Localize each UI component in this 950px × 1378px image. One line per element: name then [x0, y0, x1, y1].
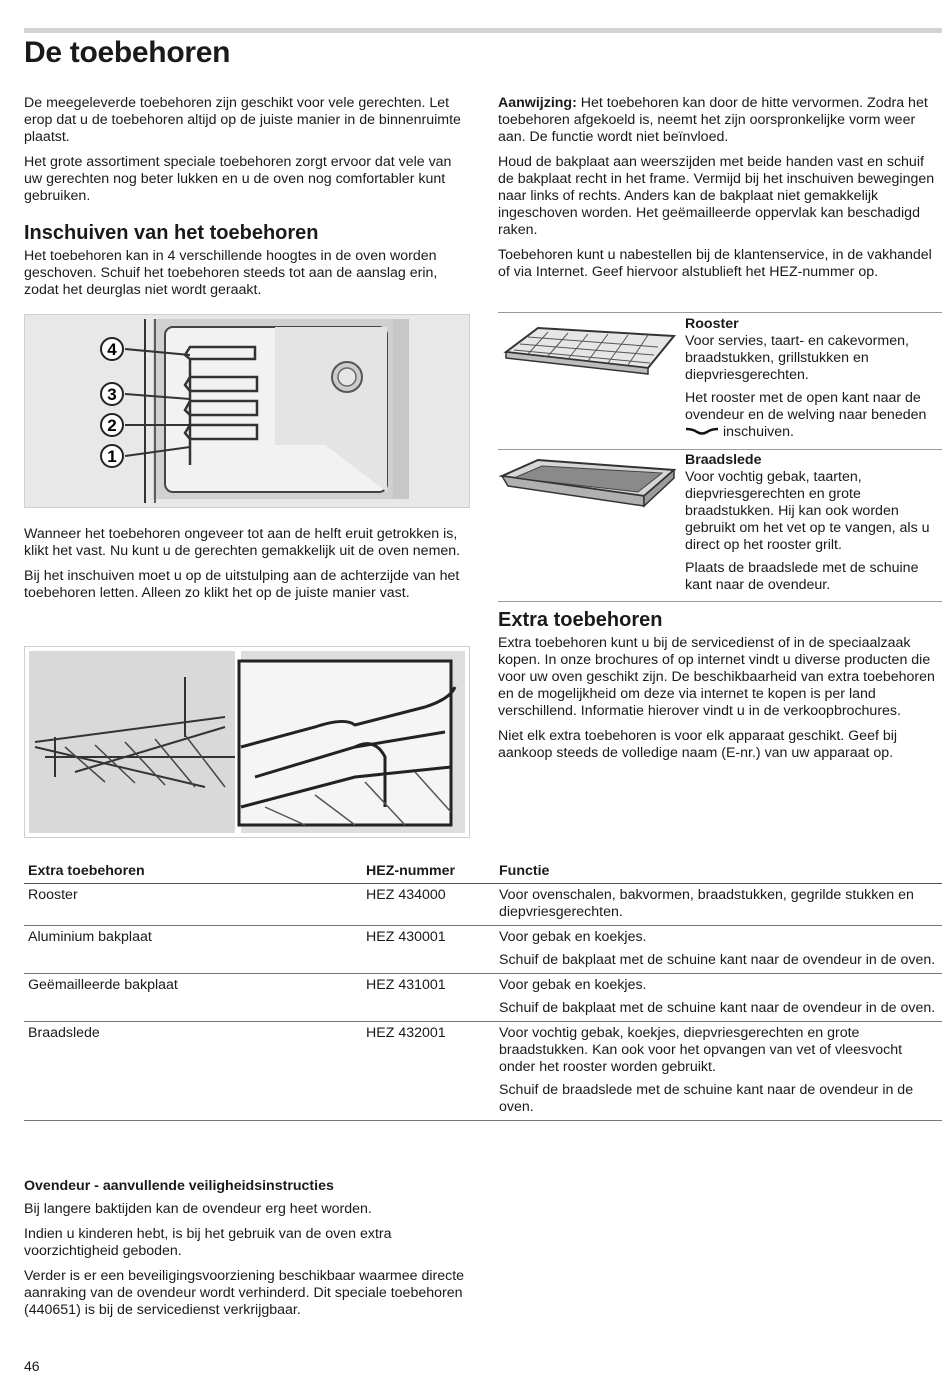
- divider: [498, 449, 942, 450]
- braadslede-description: [685, 452, 942, 600]
- rooster-title: Rooster: [685, 316, 739, 332]
- right-intro: [498, 95, 943, 289]
- intro-paragraph: De meegeleverde toebehoren zijn geschikt voor vele gerechten. Let erop dat u de toebehoren altijd op de juiste manier in de binnenruimte plaatst.: [24, 95, 461, 145]
- curve-down-icon: [685, 426, 719, 436]
- safety-paragraph: Bij langere baktijden kan de ovendeur erg heet worden.: [24, 1201, 372, 1217]
- left-intro: [24, 95, 469, 307]
- note-text: Het toebehoren kan door de hitte vervormen. Zodra het toebehoren afgekoeld is, neemt het zijn oorspronkelijke vorm weer aan. De functie wordt niet beïnvloed.: [498, 95, 928, 145]
- braadslede-illustration: [498, 456, 680, 516]
- safety-heading: Ovendeur - aanvullende veiligheidsinstructies: [24, 1178, 334, 1194]
- extra-heading: Extra toebehoren: [498, 609, 663, 631]
- extra-paragraph: Extra toebehoren kunt u bij de servicedienst of in de speciaalzaak kopen. In onze brochures of op internet vindt u diverse producten die voor uw oven geschikt zijn. De beschikbaarheid van extra toebehoren en de mogelijkheid om deze via internet te kopen is per land verschillend. Informatie hierover vindt u in de verkoopbrochures.: [498, 635, 935, 719]
- safety-paragraph: Indien u kinderen hebt, is bij het gebruik van de oven extra voorzichtigheid geboden.: [24, 1226, 392, 1259]
- function-cell: Voor gebak en koekjes. Schuif de bakplaat met de schuine kant naar de ovendeur in de oven.: [495, 974, 942, 1022]
- hez-number: HEZ 431001: [362, 974, 495, 1022]
- level-2-label: 2: [107, 416, 117, 435]
- braadslede-instruction: Plaats de braadslede met de schuine kant naar de ovendeur.: [685, 560, 919, 593]
- level-4-label: 4: [107, 340, 117, 359]
- rooster-instruction: Het rooster met de open kant naar de ovendeur en de welving naar beneden inschuiven.: [685, 390, 927, 440]
- page-number: 46: [24, 1358, 40, 1374]
- click-paragraph: Wanneer het toebehoren ongeveer tot aan de helft eruit getrokken is, klikt het vast. Nu kunt u de gerechten gemakkelijk uit de oven nemen.: [24, 526, 461, 559]
- rooster-text: Voor servies, taart- en cakevormen, braadstukken, grillstukken en diepvriesgerechten.: [685, 333, 909, 383]
- table-row: [24, 974, 942, 1022]
- accessory-name: Geëmailleerde bakplaat: [24, 974, 362, 1022]
- extra-section: [498, 609, 943, 770]
- oven-levels-illustration: [25, 315, 469, 507]
- insert-heading: Inschuiven van het toebehoren: [24, 222, 319, 244]
- rooster-image: [498, 322, 680, 382]
- table-row: [24, 926, 942, 974]
- intro-paragraph: Het grote assortiment speciale toebehoren zorgt ervoor dat vele van uw gerechten nog beter lukken en u de oven nog comfortabler kunt gebruiken.: [24, 154, 452, 204]
- function-cell: Voor gebak en koekjes. Schuif de bakplaat met de schuine kant naar de ovendeur in de oven.: [495, 926, 942, 974]
- note-label: Aanwijzing:: [498, 95, 577, 111]
- hez-number: HEZ 430001: [362, 926, 495, 974]
- accessory-name: Braadslede: [24, 1022, 362, 1121]
- braadslede-title: Braadslede: [685, 452, 762, 468]
- click-paragraph: Bij het inschuiven moet u op de uitstulping aan de achterzijde van het toebehoren letten. Alleen zo klikt het op de juiste manier vast.: [24, 568, 460, 601]
- table-row: [24, 884, 942, 926]
- right-paragraph: Toebehoren kunt u nabestellen bij de klantenservice, in de vakhandel of via Internet. Geef hiervoor alstublieft het HEZ-nummer op.: [498, 247, 932, 280]
- rack-detail-figure: [24, 646, 470, 838]
- extra-paragraph: Niet elk extra toebehoren is voor elk apparaat geschikt. Geef bij aankoop steeds de volledige naam (E-nr.) van uw apparaat op.: [498, 728, 898, 761]
- right-paragraph: Houd de bakplaat aan weerszijden met beide handen vast en schuif de bakplaat recht in het frame. Vermijd bij het inschuiven bewegingen naar links of rechts. Anders kan de bakplaat niet gemakkelijk ingeschoven worden. Het geëmailleerde oppervlak kan beschadigd raken.: [498, 154, 935, 238]
- function-cell: Voor vochtig gebak, koekjes, diepvriesgerechten en grote braadstukken. Kan ook voor het opvangen van vet of vleesvocht onder het rooster worden gebruikt. Schuif de braadslede met de schuine kant naar de ovendeur in de oven.: [495, 1022, 942, 1121]
- braadslede-image: [498, 456, 680, 516]
- oven-levels-figure: [24, 314, 470, 508]
- braadslede-item: [498, 452, 942, 602]
- divider: [498, 601, 942, 602]
- rooster-illustration: [498, 322, 680, 382]
- safety-section: [24, 1178, 469, 1327]
- top-rule: [24, 28, 942, 33]
- rack-detail-illustration: [25, 647, 469, 837]
- function-cell: Voor ovenschalen, bakvormen, braadstukken, gegrilde stukken en diepvriesgerechten.: [495, 884, 942, 926]
- column-header: Functie: [495, 860, 942, 884]
- hez-number: HEZ 434000: [362, 884, 495, 926]
- insert-paragraph: Het toebehoren kan in 4 verschillende hoogtes in de oven worden geschoven. Schuif het toebehoren steeds tot aan de aanslag erin, zodat het deurglas niet wordt geraakt.: [24, 248, 438, 298]
- rooster-item: [498, 316, 942, 448]
- column-header: HEZ-nummer: [362, 860, 495, 884]
- click-text: [24, 526, 469, 610]
- accessory-name: Aluminium bakplaat: [24, 926, 362, 974]
- table-row: [24, 1022, 942, 1121]
- rooster-description: [685, 316, 942, 447]
- note-paragraph: [498, 95, 943, 146]
- accessories-table: [24, 860, 942, 1121]
- level-3-label: 3: [107, 385, 117, 404]
- hez-number: HEZ 432001: [362, 1022, 495, 1121]
- accessory-name: Rooster: [24, 884, 362, 926]
- level-markers: [101, 338, 123, 467]
- braadslede-text: Voor vochtig gebak, taarten, diepvriesgerechten en grote braadstukken. Hij kan ook worden gebruikt om het vet op te vangen, als u direct op het rooster grilt.: [685, 469, 930, 553]
- page-title: De toebehoren: [24, 36, 231, 69]
- column-header: Extra toebehoren: [24, 860, 362, 884]
- table-header-row: [24, 860, 942, 884]
- level-1-label: 1: [107, 447, 117, 466]
- safety-paragraph: Verder is er een beveiligingsvoorziening beschikbaar waarmee directe aanraking van de ovendeur wordt verhinderd. Dit speciale toebehoren (440651) is bij de servicedienst verkrijgbaar.: [24, 1268, 465, 1318]
- divider: [498, 312, 942, 313]
